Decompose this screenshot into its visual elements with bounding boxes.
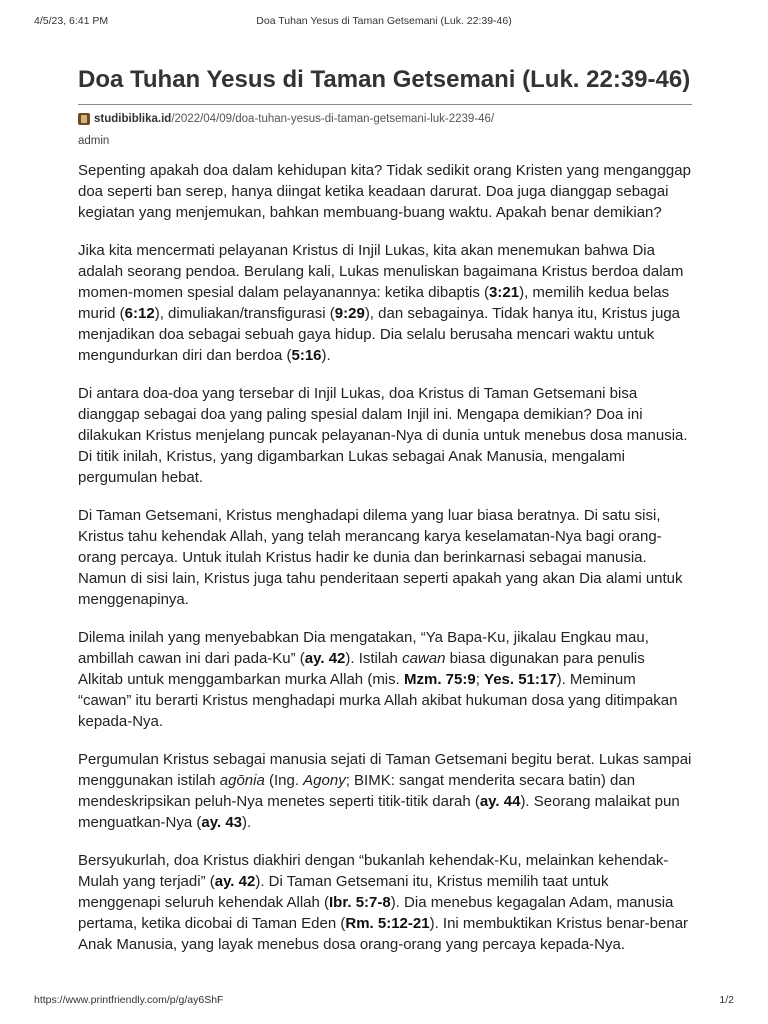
- article-title: Doa Tuhan Yesus di Taman Getsemani (Luk. 22:39-46): [78, 64, 692, 105]
- paragraph-text: ).: [242, 814, 252, 831]
- article: [78, 64, 692, 972]
- print-header: [34, 15, 734, 27]
- italic-term: Agony: [303, 772, 346, 789]
- verse-reference: Ibr. 5:7-8: [329, 894, 391, 911]
- paragraph-4: [78, 505, 692, 610]
- paragraph-text: Pergumulan Kristus sebagai manusia sejati di Taman Getsemani begitu berat. Lukas sampai menggunakan istilah: [78, 751, 692, 789]
- paragraph-text: ).: [321, 347, 331, 364]
- source-domain: studibiblika.id: [94, 113, 172, 125]
- paragraph-text: ;: [475, 671, 485, 688]
- verse-reference: 9:29: [334, 305, 365, 322]
- article-source: [78, 109, 692, 129]
- paragraph-text: ). Ini membuktikan Kristus benar-benar Anak Manusia, yang layak menebus dosa orang-orang yang percaya kepada-Nya.: [78, 915, 689, 953]
- paragraph-text: Jika kita mencermati pelayanan Kristus di Injil Lukas, kita akan menemukan bahwa Dia adalah seorang pendoa. Berulang kali, Lukas menuliskan bagaimana Kristus berdoa dalam momen-momen spesial dalam pelayanannya: ketika dibaptis (: [78, 242, 684, 301]
- paragraph-text: ; BIMK: sangat menderita secara batin) dan mendeskripsikan peluh-Nya menetes seperti titik-titik darah (: [78, 772, 636, 810]
- paragraph-text: Sepenting apakah doa dalam kehidupan kita? Tidak sedikit orang Kristen yang menganggap doa seperti ban serep, hanya diingat ketika keadaan darurat. Doa juga dianggap sebagai kegiatan yang menjemukan, bahkan membuang-buang waktu. Apakah benar demikian?: [78, 162, 691, 221]
- paragraph-text: ), memilih kedua belas murid (: [78, 284, 670, 322]
- verse-reference: Yes. 51:17: [484, 671, 557, 688]
- verse-reference: Mzm. 75:9: [403, 671, 476, 688]
- paragraph-text: (Ing.: [264, 772, 304, 789]
- italic-term: agōnia: [219, 772, 265, 789]
- paragraph-text: ). Istilah: [345, 650, 403, 667]
- print-page-title: Doa Tuhan Yesus di Taman Getsemani (Luk. 22:39-46): [256, 15, 512, 27]
- verse-reference: ay. 43: [201, 814, 242, 831]
- paragraph-text: ). Di Taman Getsemani itu, Kristus memilih taat untuk menggenapi seluruh kehendak Allah (: [78, 873, 609, 911]
- paragraph-text: ), dimuliakan/transfigurasi (: [154, 305, 335, 322]
- paragraph-7: [78, 850, 692, 955]
- site-favicon-icon: [78, 113, 90, 125]
- print-datetime: 4/5/23, 6:41 PM: [34, 15, 109, 27]
- paragraph-2: [78, 240, 692, 366]
- paragraph-text: ). Dia menebus kegagalan Adam, manusia pertama, ketika dicobai di Taman Eden (: [78, 894, 674, 932]
- print-page-number: 1/2: [719, 994, 734, 1006]
- verse-reference: ay. 42: [214, 873, 256, 890]
- paragraph-6: [78, 749, 692, 833]
- verse-reference: Rm. 5:12-21: [345, 915, 430, 932]
- print-footer: [34, 994, 734, 1006]
- verse-reference: 5:16: [291, 347, 322, 364]
- verse-reference: 3:21: [489, 284, 520, 301]
- verse-reference: ay. 44: [479, 793, 521, 810]
- paragraph-text: Bersyukurlah, doa Kristus diakhiri dengan “bukanlah kehendak-Ku, melainkan kehendak-Mulah yang terjadi” (: [78, 852, 669, 890]
- paragraph-text: Di antara doa-doa yang tersebar di Injil Lukas, doa Kristus di Taman Getsemani bisa dianggap sebagai doa yang paling spesial dalam Injil ini. Mengapa demikian? Doa ini dilakukan Kristus menjelang puncak pelayanan-Nya di dunia untuk menebus dosa manusia. Di titik inilah, Kristus, yang digambarkan Lukas sebagai Anak Manusia, mengalami pergumulan hebat.: [78, 385, 688, 486]
- italic-term: cawan: [402, 650, 446, 667]
- print-url: https://www.printfriendly.com/p/g/ay6ShF: [34, 994, 224, 1006]
- paragraph-text: ), dan sebagainya. Tidak hanya itu, Kristus juga menjadikan doa sebagai sebuah gaya hidup. Dia selalu berusaha mencari waktu untuk mengundurkan diri dan berdoa (: [78, 305, 681, 364]
- paragraph-text: Di Taman Getsemani, Kristus menghadapi dilema yang luar biasa beratnya. Di satu sisi, Kristus tahu kehendak Allah, yang telah merancang karya keselamatan-Nya bagi orang-orang percaya. Untuk itulah Kristus hadir ke dunia dan berinkarnasi sebagai manusia. Namun di sisi lain, Kristus juga tahu penderitaan seperti apakah yang akan Dia alami untuk menggenapinya.: [78, 507, 683, 608]
- paragraph-text: ). Meminum “cawan” itu berarti Kristus menghadapi murka Allah akibat hukuman dosa yang ditimpakan kepada-Nya.: [78, 671, 678, 730]
- verse-reference: 6:12: [124, 305, 155, 322]
- paragraph-3: [78, 383, 692, 488]
- paragraph-1: [78, 160, 692, 223]
- article-content: [78, 160, 692, 955]
- source-path: /2022/04/09/doa-tuhan-yesus-di-taman-getsemani-luk-2239-46/: [171, 113, 495, 125]
- paragraph-5: [78, 627, 692, 732]
- paragraph-text: Dilema inilah yang menyebabkan Dia mengatakan, “Ya Bapa-Ku, jikalau Engkau mau, ambillah cawan ini dari pada-Ku” (: [78, 629, 649, 667]
- article-author: admin: [78, 135, 110, 147]
- verse-reference: ay. 42: [304, 650, 346, 667]
- paragraph-text: ). Seorang malaikat pun menguatkan-Nya (: [78, 793, 680, 831]
- paragraph-text: biasa digunakan para penulis Alkitab untuk menggambarkan murka Allah (mis.: [78, 650, 645, 688]
